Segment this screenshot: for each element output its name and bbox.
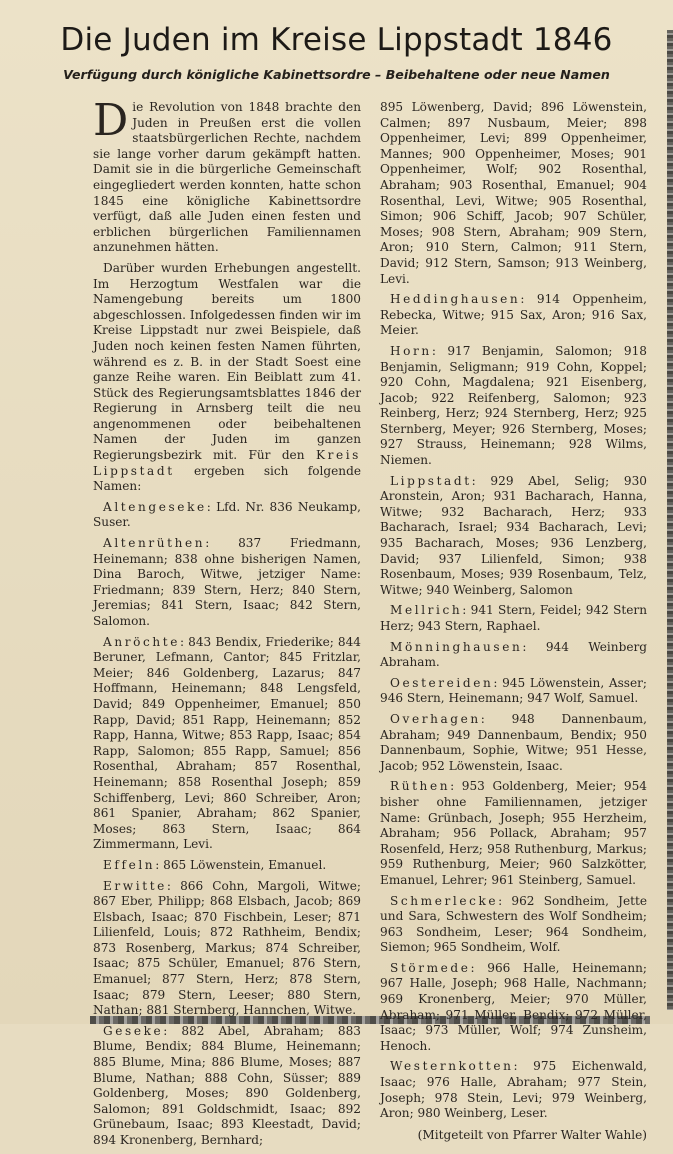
entry-ruethen xyxy=(380,779,647,888)
entry-text: 895 Löwenberg, David; 896 Löwenstein, Calmen; 897 Nusbaum, Meier; 898 Oppenheimer, Levi; 899 Oppenheimer, Mannes; 900 Oppenheimer, Moses; 901 Oppenheimer, Wolf; 902 Rosenthal, Abraham; 903 Rosenthal, Emanuel; 904 Rosenthal, Levi, Witwe; 905 Rosenthal, Simon; 906 Schiff, Jacob; 907 Schüler, Moses; 908 Stern, Abraham; 909 Stern, Aron; 910 Stern, Calmon; 911 Stern, David; 912 Stern, Samson; 913 Weinberg, Levi. xyxy=(380,100,647,286)
drop-cap: D xyxy=(93,95,129,146)
place-name: Oestereiden xyxy=(390,675,494,690)
place-name: Schmerlecke xyxy=(390,893,499,908)
entry-text: : 837 Friedmann, Heinemann; 838 ohne bisherigen Namen, Dina Baroch, Witwe, jetziger Name: Friedmann; 839 Stern, Herz; 840 Stern, Jeremias; 841 Stern, Isaac; 842 Stern, Salomon. xyxy=(93,536,361,628)
intro-text-2-end: ergeben sich folgende Namen: xyxy=(93,463,361,494)
entry-text: : 945 Löwenstein, Asser; 946 Stern, Heinemann; 947 Wolf, Samuel. xyxy=(380,675,647,706)
left-column xyxy=(93,95,361,1154)
intro-paragraph-2 xyxy=(93,261,361,495)
place-name: Horn xyxy=(390,343,432,358)
entry-geseke-continued xyxy=(380,100,647,287)
entry-anroechte xyxy=(93,635,361,853)
entry-text: : 882 Abel, Abraham; 883 Blume, Bendix; 884 Blume, Heinemann; 885 Blume, Mina; 886 Blume, Moses; 887 Blume, Nathan; 888 Cohn, Süsser; 889 Goldenberg, Moses; 890 Goldenberg, Salomon; 891 Goldschmidt, Isaac; 892 Grünebaum, Isaac; 893 Kleestadt, David; 894 Kronenberg, Bernhard; xyxy=(93,1023,361,1147)
entry-text: : 975 Eichenwald, Isaac; 976 Halle, Abraham; 977 Stein, Joseph; 978 Stein, Levi; 979 Weinberg, Aron; 980 Weinberg, Leser. xyxy=(380,1059,647,1121)
entry-text: : Lfd. Nr. 836 Neukamp, Suser. xyxy=(93,499,361,530)
place-name: Anröchte xyxy=(103,634,180,649)
place-name: Störmede xyxy=(390,960,471,975)
place-name: Altenrüthen xyxy=(103,536,206,551)
place-name: Mellrich xyxy=(390,603,463,618)
entry-lippstadt xyxy=(380,474,647,599)
article-title: Die Juden im Kreise Lippstadt 1846 xyxy=(60,22,613,58)
place-name: Effeln xyxy=(103,857,156,872)
entry-text: : 914 Oppenheim, Rebecka, Witwe; 915 Sax, Aron; 916 Sax, Meier. xyxy=(380,292,647,338)
place-name: Overhagen xyxy=(390,711,481,726)
place-name: Mönninghausen xyxy=(390,639,523,654)
entry-text: : 962 Sondheim, Jette und Sara, Schwestern des Wolf Sondheim; 963 Sondheim, Leser; 964 Sondheim, Siemon; 965 Sondheim, Wolf. xyxy=(380,893,647,955)
entry-text: : 917 Benjamin, Salomon; 918 Benjamin, Seligmann; 919 Cohn, Koppel; 920 Cohn, Magdalena; 921 Eisenberg, Jacob; 922 Reifenberg, Salomon; 923 Reinberg, Herz; 924 Sternberg, Herz; 925 Sternberg, Meyer; 926 Sternberg, Moses; 927 Strauss, Heinemann; 928 Wilms, Niemen. xyxy=(380,343,647,468)
entry-text: : 966 Halle, Heinemann; 967 Halle, Joseph; 968 Halle, Nachmann; 969 Kronenberg, Meier; 970 Müller, Abraham; 971 Müller, Bendix; 972 Müller, Isaac; 973 Müller, Wolf; 974 Zunsheim, Henoch. xyxy=(380,960,647,1053)
entry-overhagen xyxy=(380,712,647,774)
place-name: Lippstadt xyxy=(390,473,472,488)
intro-text-2: Darüber wurden Erhebungen angestellt. Im Herzogtum Westfalen war die Namengebung bereits um 1800 abgeschlossen. Infolgedessen finden wir im Kreise Lippstadt nur zwei Beispiele, daß Juden noch keinen festen Namen führten, während es z. B. in der Stadt Soest eine ganze Reihe waren. Ein Beiblatt zum 41. Stück des Regierungsamtsblattes 1846 der Regierung in Arnsberg teilt die neu angenommenen oder beibehaltenen Namen der Juden im ganzen Regierungsbezirk mit. Für den xyxy=(93,260,361,463)
entry-altenruethen xyxy=(93,536,361,630)
entry-heddinghausen xyxy=(380,292,647,339)
entry-text: : 948 Dannenbaum, Abraham; 949 Dannenbaum, Bendix; 950 Dannenbaum, Sophie, Witwe; 951 Hesse, Jacob; 952 Löwenstein, Isaac. xyxy=(380,711,647,773)
entry-text: : 865 Löwenstein, Emanuel. xyxy=(155,857,327,872)
attribution: (Mitgeteilt von Pfarrer Walter Wahle) xyxy=(417,1127,647,1142)
entry-geseke xyxy=(93,1024,361,1149)
right-column xyxy=(380,100,647,1143)
entry-westernkotten xyxy=(380,1059,647,1121)
article-subtitle: Verfügung durch königliche Kabinettsordre – Beibehaltene oder neue Namen xyxy=(63,67,610,82)
intro-paragraph-1 xyxy=(93,95,361,256)
entry-moenninghausen xyxy=(380,640,647,671)
entry-oestereiden xyxy=(380,676,647,707)
entry-mellrich xyxy=(380,603,647,634)
place-name: Rüthen xyxy=(390,779,451,794)
entry-text: : 944 Weinberg Abraham. xyxy=(380,639,647,670)
entry-altengeseke xyxy=(93,500,361,531)
entry-schmerlecke xyxy=(380,894,647,956)
place-name: Heddinghausen xyxy=(390,292,521,307)
entry-text: : 843 Bendix, Friederike; 844 Beruner, Lefmann, Cantor; 845 Fritzlar, Meier; 846 Goldenberg, Lazarus; 847 Hoffmann, Heinemann; 848 Lengsfeld, David; 849 Oppenheimer, Emanuel; 850 Rapp, David; 851 Rapp, Heinemann; 852 Rapp, Hanna, Witwe; 853 Rapp, Isaac; 854 Rapp, Salomon; 855 Rapp, Samuel; 856 Rosenthal, Abraham; 857 Rosenthal, Heinemann; 858 Rosenthal Joseph; 859 Schiffenberg, Levi; 860 Schreiber, Aron; 861 Spanier, Abraham; 862 Spanier, Moses; 863 Stern, Isaac; 864 Zimmermann, Levi. xyxy=(93,634,361,852)
kreis-name: Kreis Lippstadt xyxy=(93,448,361,478)
intro-text-1: ie Revolution von 1848 brachte den Juden in Preußen erst die vollen staatsbürgerlichen Rechte, nachdem sie lange vorher darum gekämpft hatten. Damit sie in die bürgerliche Gemeinschaft eingegliedert werden konnten, hatte schon 1845 eine königliche Kabinettsordre verfügt, daß alle Juden einen festen und erblichen bürgerlichen Familiennamen anzunehmen hätten. xyxy=(93,100,361,255)
place-name: Geseke xyxy=(103,1023,164,1038)
place-name: Westernkotten xyxy=(390,1059,514,1074)
entry-text: : 941 Stern, Feidel; 942 Stern Herz; 943 Stern, Raphael. xyxy=(380,603,647,633)
entry-effeln xyxy=(93,858,361,874)
place-name: Erwitte xyxy=(103,878,167,893)
entry-text: : 953 Goldenberg, Meier; 954 bisher ohne Familiennamen, jetziger Name: Grünbach, Joseph; 955 Herzheim, Abraham; 956 Pollack, Abraham; 957 Rosenfeld, Herz; 958 Ruthenburg, Markus; 959 Ruthenburg, Meier; 960 Salzkötter, Emanuel, Lehrer; 961 Steinberg, Samuel. xyxy=(380,779,647,887)
entry-erwitte xyxy=(93,879,361,1019)
entry-text: : 929 Abel, Selig; 930 Aronstein, Aron; 931 Bacharach, Hanna, Witwe; 932 Bacharach, Herz; 933 Bacharach, Israel; 934 Bacharach, Levi; 935 Bacharach, Moses; 936 Lenzberg, David; 937 Lilienfeld, Simon; 938 Rosenbaum, Moses; 939 Rosenbaum, Telz, Witwe; 940 Weinberg, Salomon xyxy=(380,473,647,597)
entry-horn xyxy=(380,344,647,469)
entry-stoermede xyxy=(380,961,647,1055)
page-edge xyxy=(667,30,673,1010)
entry-text: : 866 Cohn, Margoli, Witwe; 867 Eber, Philipp; 868 Elsbach, Jacob; 869 Elsbach, Isaac; 870 Fischbein, Leser; 871 Lilienfeld, Louis; 872 Rathheim, Bendix; 873 Rosenberg, Markus; 874 Schreiber, Isaac; 875 Schüler, Emanuel; 876 Stern, Emanuel; 877 Stern, Herz; 878 Stern, Isaac; 879 Stern, Leeser; 880 Stern, Nathan; 881 Sternberg, Hannchen, Witwe. xyxy=(93,878,361,1018)
place-name: Altengeseke xyxy=(103,499,207,514)
